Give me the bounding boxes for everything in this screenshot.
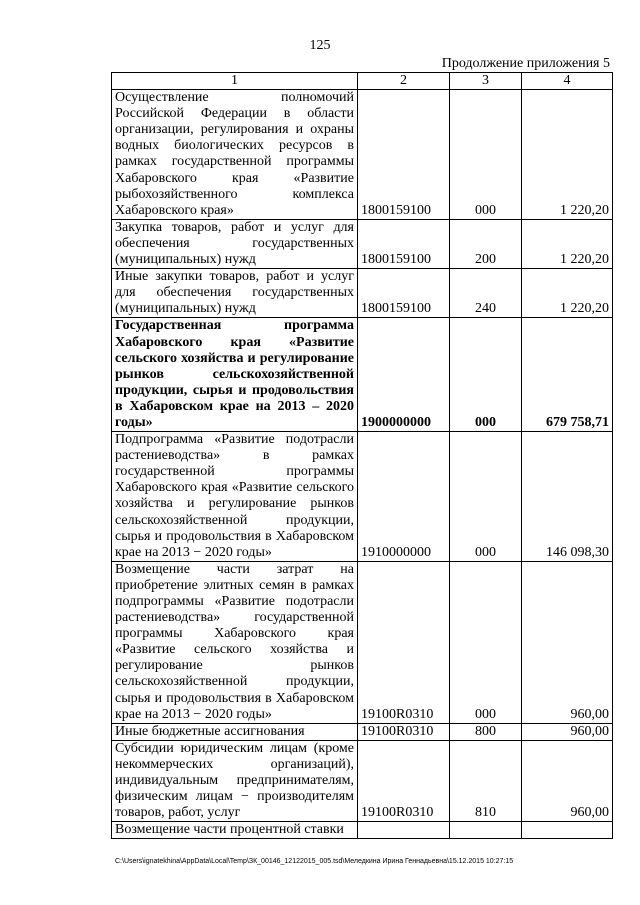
row-target-code: 1910000000 bbox=[358, 432, 450, 562]
budget-table bbox=[111, 72, 613, 839]
row-expense-type: 200 bbox=[450, 219, 522, 268]
row-expense-type: 240 bbox=[450, 269, 522, 318]
row-target-code: 19100R0310 bbox=[358, 561, 450, 723]
row-name: Осуществление полномочий Российской Федерации в области организации, регулирования и охраны водных биологических ресурсов в рамках государственной программы Хабаровского края «Развитие рыбохозяйственного комплекса Хабаровского края» bbox=[112, 90, 358, 220]
row-expense-type: 000 bbox=[450, 432, 522, 562]
row-name: Иные закупки товаров, работ и услуг для обеспечения государственных (муниципальных) нужд bbox=[112, 269, 358, 318]
row-sum: 960,00 bbox=[522, 740, 613, 821]
row-expense-type: 810 bbox=[450, 740, 522, 821]
row-name: Иные бюджетные ассигнования bbox=[112, 723, 358, 740]
row-name: Возмещение части процентной ставки bbox=[112, 822, 358, 839]
column-header-2: 2 bbox=[358, 73, 450, 90]
table-row bbox=[112, 561, 613, 723]
column-header-4: 4 bbox=[522, 73, 613, 90]
column-header-3: 3 bbox=[450, 73, 522, 90]
row-name: Государственная программа Хабаровского края «Развитие сельского хозяйства и регулирование рынков сельскохозяйственной продукции, сырья и продовольствия в Хабаровском крае на 2013 – 2020 годы» bbox=[112, 318, 358, 432]
appendix-continuation-label: Продолжение приложения 5 bbox=[441, 56, 610, 71]
row-sum: 1 220,20 bbox=[522, 269, 613, 318]
row-sum: 679 758,71 bbox=[522, 318, 613, 432]
table-row bbox=[112, 740, 613, 821]
row-expense-type: 000 bbox=[450, 318, 522, 432]
row-name: Возмещение части затрат на приобретение элитных семян в рамках подпрограммы «Развитие подотрасли растениеводства» государственной программы Хабаровского края «Развитие сельского хозяйства и регулирование рынков сельскохозяйственной продукции, сырья и продовольствия в Хабаровском крае на 2013 − 2020 годы» bbox=[112, 561, 358, 723]
row-target-code: 19100R0310 bbox=[358, 723, 450, 740]
row-name: Подпрограмма «Развитие подотрасли растениеводства» в рамках государственной программы Хабаровского края «Развитие сельского хозяйства и регулирование рынков сельскохозяйственной продукции, сырья и продовольствия в Хабаровском крае на 2013 − 2020 годы» bbox=[112, 432, 358, 562]
row-sum bbox=[522, 822, 613, 839]
table-row bbox=[112, 822, 613, 839]
table-row bbox=[112, 219, 613, 268]
table-row-program-total bbox=[112, 318, 613, 432]
row-sum: 146 098,30 bbox=[522, 432, 613, 562]
row-expense-type bbox=[450, 822, 522, 839]
row-sum: 960,00 bbox=[522, 561, 613, 723]
table-row bbox=[112, 269, 613, 318]
page-number: 125 bbox=[309, 38, 331, 53]
row-expense-type: 000 bbox=[450, 561, 522, 723]
row-target-code: 1800159100 bbox=[358, 269, 450, 318]
row-target-code: 1800159100 bbox=[358, 90, 450, 220]
row-target-code: 1900000000 bbox=[358, 318, 450, 432]
row-name: Субсидии юридическим лицам (кроме некоммерческих организаций), индивидуальным предпринимателям, физическим лицам − производителям товаров, работ, услуг bbox=[112, 740, 358, 821]
row-sum: 1 220,20 bbox=[522, 219, 613, 268]
table-row bbox=[112, 723, 613, 740]
file-path-footer: C:\Users\ignatekhina\AppData\Local\Temp\ЗК_00146_12122015_005.tsd\Меледкина Ирина Геннадьевна\15.12.2015 10:27:15 bbox=[115, 858, 514, 865]
table-header-row bbox=[112, 73, 613, 90]
table-row bbox=[112, 432, 613, 562]
row-target-code bbox=[358, 822, 450, 839]
row-target-code: 19100R0310 bbox=[358, 740, 450, 821]
row-sum: 960,00 bbox=[522, 723, 613, 740]
column-header-1: 1 bbox=[112, 73, 358, 90]
row-expense-type: 000 bbox=[450, 90, 522, 220]
row-expense-type: 800 bbox=[450, 723, 522, 740]
row-target-code: 1800159100 bbox=[358, 219, 450, 268]
table-row bbox=[112, 90, 613, 220]
row-sum: 1 220,20 bbox=[522, 90, 613, 220]
row-name: Закупка товаров, работ и услуг для обеспечения государственных (муниципальных) нужд bbox=[112, 219, 358, 268]
